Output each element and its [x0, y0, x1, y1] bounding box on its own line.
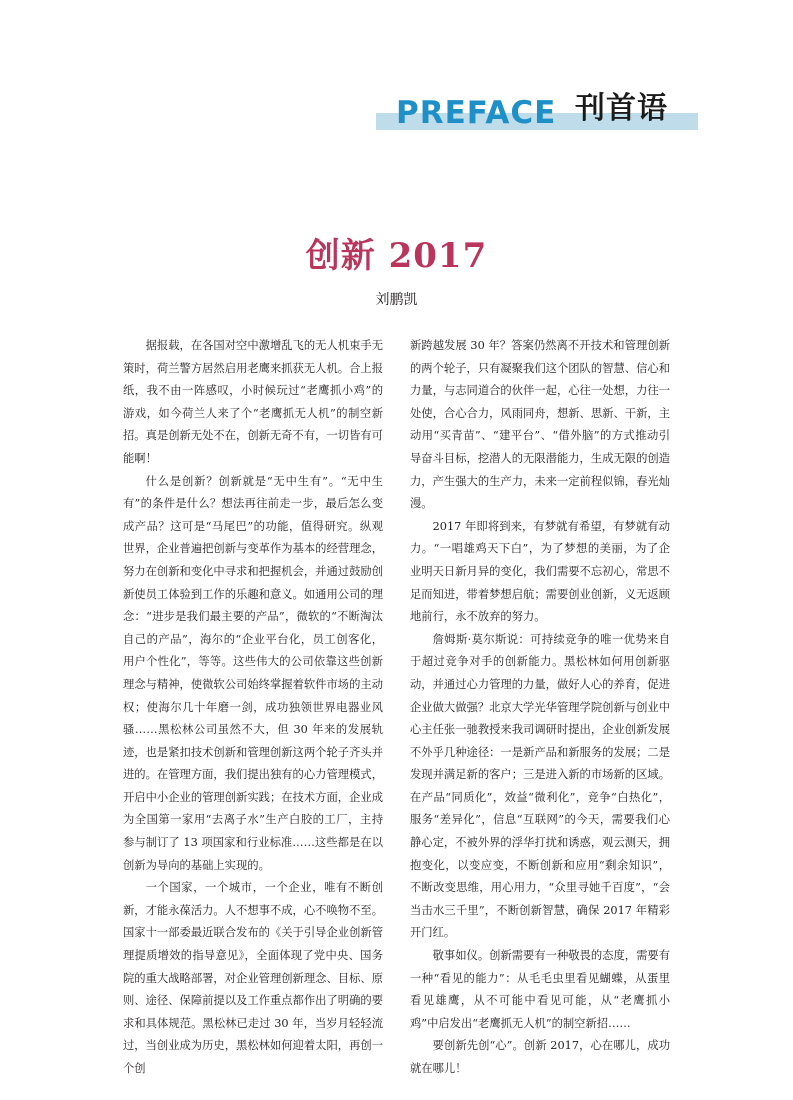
- paragraph: 2017 年即将到来，有梦就有希望，有梦就有动力。“一唱雄鸡天下白”，为了梦想的美丽，为了企业明天日新月异的变化，我们需要不忘初心，常思不足而知进，带着梦想启航；需要创业创新，义无返顾地前行，永不放弃的努力。: [410, 519, 670, 624]
- paragraph: 一个国家，一个城市，一个企业，唯有不断创新，才能永葆活力。人不想事不成，心不唤物不至。国家十一部委最近联合发布的《关于引导企业创新管理提质增效的指导意见》，全面体现了党中央、国务院的重大战略部署，对企业管理创新理念、目标、原则、途径、保障前提以及工作重点都作出了明确的要求和具体规范。黑松林已走过 30 年，当岁月轻轻流过，当创业成为历史，黑松林如何迎着太阳，再创一个创: [123, 881, 383, 1075]
- paragraph: 詹姆斯·莫尔斯说：可持续竞争的唯一优势来自于超过竞争对手的创新能力。黑松林如何用创新驱动，并通过心力管理的力量，做好人心的养育，促进企业做大做强？北京大学光华管理学院创新与创业中心主任张一驰教授来我司调研时提出，企业创新发展不外乎几种途径：一是新产品和新服务的发展；二是发现并满足新的客户；三是进入新的市场新的区域。在产品“同质化”，效益“微利化”，竞争“白热化”，服务“差异化”，信息“互联网”的今天，需要我们心静心定，不被外界的浮华打扰和诱惑，观云测天，拥抱变化，以变应变，不断创新和应用“剩余知识”，不断改变思维，用心用力，“众里寻她千百度”，“会当击水三千里”，不断创新智慧，确保 2017 年精彩开门红。: [410, 632, 670, 940]
- paragraph: 敬事如仪。创新需要有一种敬畏的态度，需要有一种“看见的能力”：从毛毛虫里看见蝴蝶，从蛋里看见雄鹰，从不可能中看见可能，从“老鹰抓小鸡”中启发出“老鹰抓无人机”的制空新招……: [410, 949, 670, 1030]
- paragraph: 据报载，在各国对空中激增乱飞的无人机束手无策时，荷兰警方居然启用老鹰来抓获无人机。合上报纸，我不由一阵感叹，小时候玩过“老鹰抓小鸡”的游戏，如今荷兰人来了个“老鹰抓无人机”的制空新招。真是创新无处不在，创新无奇不有，一切皆有可能啊！: [123, 339, 383, 465]
- body-left-column: [123, 335, 383, 1081]
- preface-english-label: PREFACE: [396, 95, 557, 131]
- article-title: 创新 2017: [305, 236, 488, 276]
- preface-chinese-label: 刊首语: [575, 91, 668, 126]
- article-author: 刘鹏凯: [375, 292, 418, 308]
- body-right-column: [410, 335, 670, 1081]
- paragraph-continuation: 新跨越发展 30 年？答案仍然离不开技术和管理创新的两个轮子，只有凝聚我们这个团队的智慧、信心和力量，与志同道合的伙伴一起，心往一处想，力往一处使，合心合力，风雨同舟，想新、思新、干新，主动用“买青苗”、“建平台”、“借外脑”的方式推动引导奋斗目标，挖潜人的无限潜能力，生成无限的创造力，产生强大的生产力，未来一定前程似锦，春光灿漫。: [410, 339, 670, 511]
- paragraph: 要创新先创“心”。创新 2017，心在哪儿，成功就在哪儿！: [410, 1039, 670, 1075]
- paragraph: 什么是创新？创新就是“无中生有”。“无中生有”的条件是什么？想法再往前走一步，最后怎么变成产品？这可是“马尾巴”的功能，值得研究。纵观世界，企业普遍把创新与变革作为基本的经营理念，努力在创新和变化中寻求和把握机会，并通过鼓励创新使员工体验到工作的乐趣和意义。如通用公司的理念：“进步是我们最主要的产品”，微软的“不断淘汰自己的产品”，海尔的“企业平台化，员工创客化，用户个性化”，等等。这些伟大的公司依靠这些创新理念与精神，使微软公司始终掌握着软件市场的主动权；使海尔几十年磨一剑，成功独领世界电器业风骚……黑松林公司虽然不大，但 30 年来的发展轨迹，也是紧扣技术创新和管理创新这两个轮子齐头并进的。在管理方面，我们提出独有的心力管理模式，开启中小企业的管理创新实践；在技术方面，企业成为全国第一家用“去离子水”生产白胶的工厂，主持参与制订了 13 项国家和行业标准……这些都是在以创新为导向的基础上实现的。: [123, 474, 383, 872]
